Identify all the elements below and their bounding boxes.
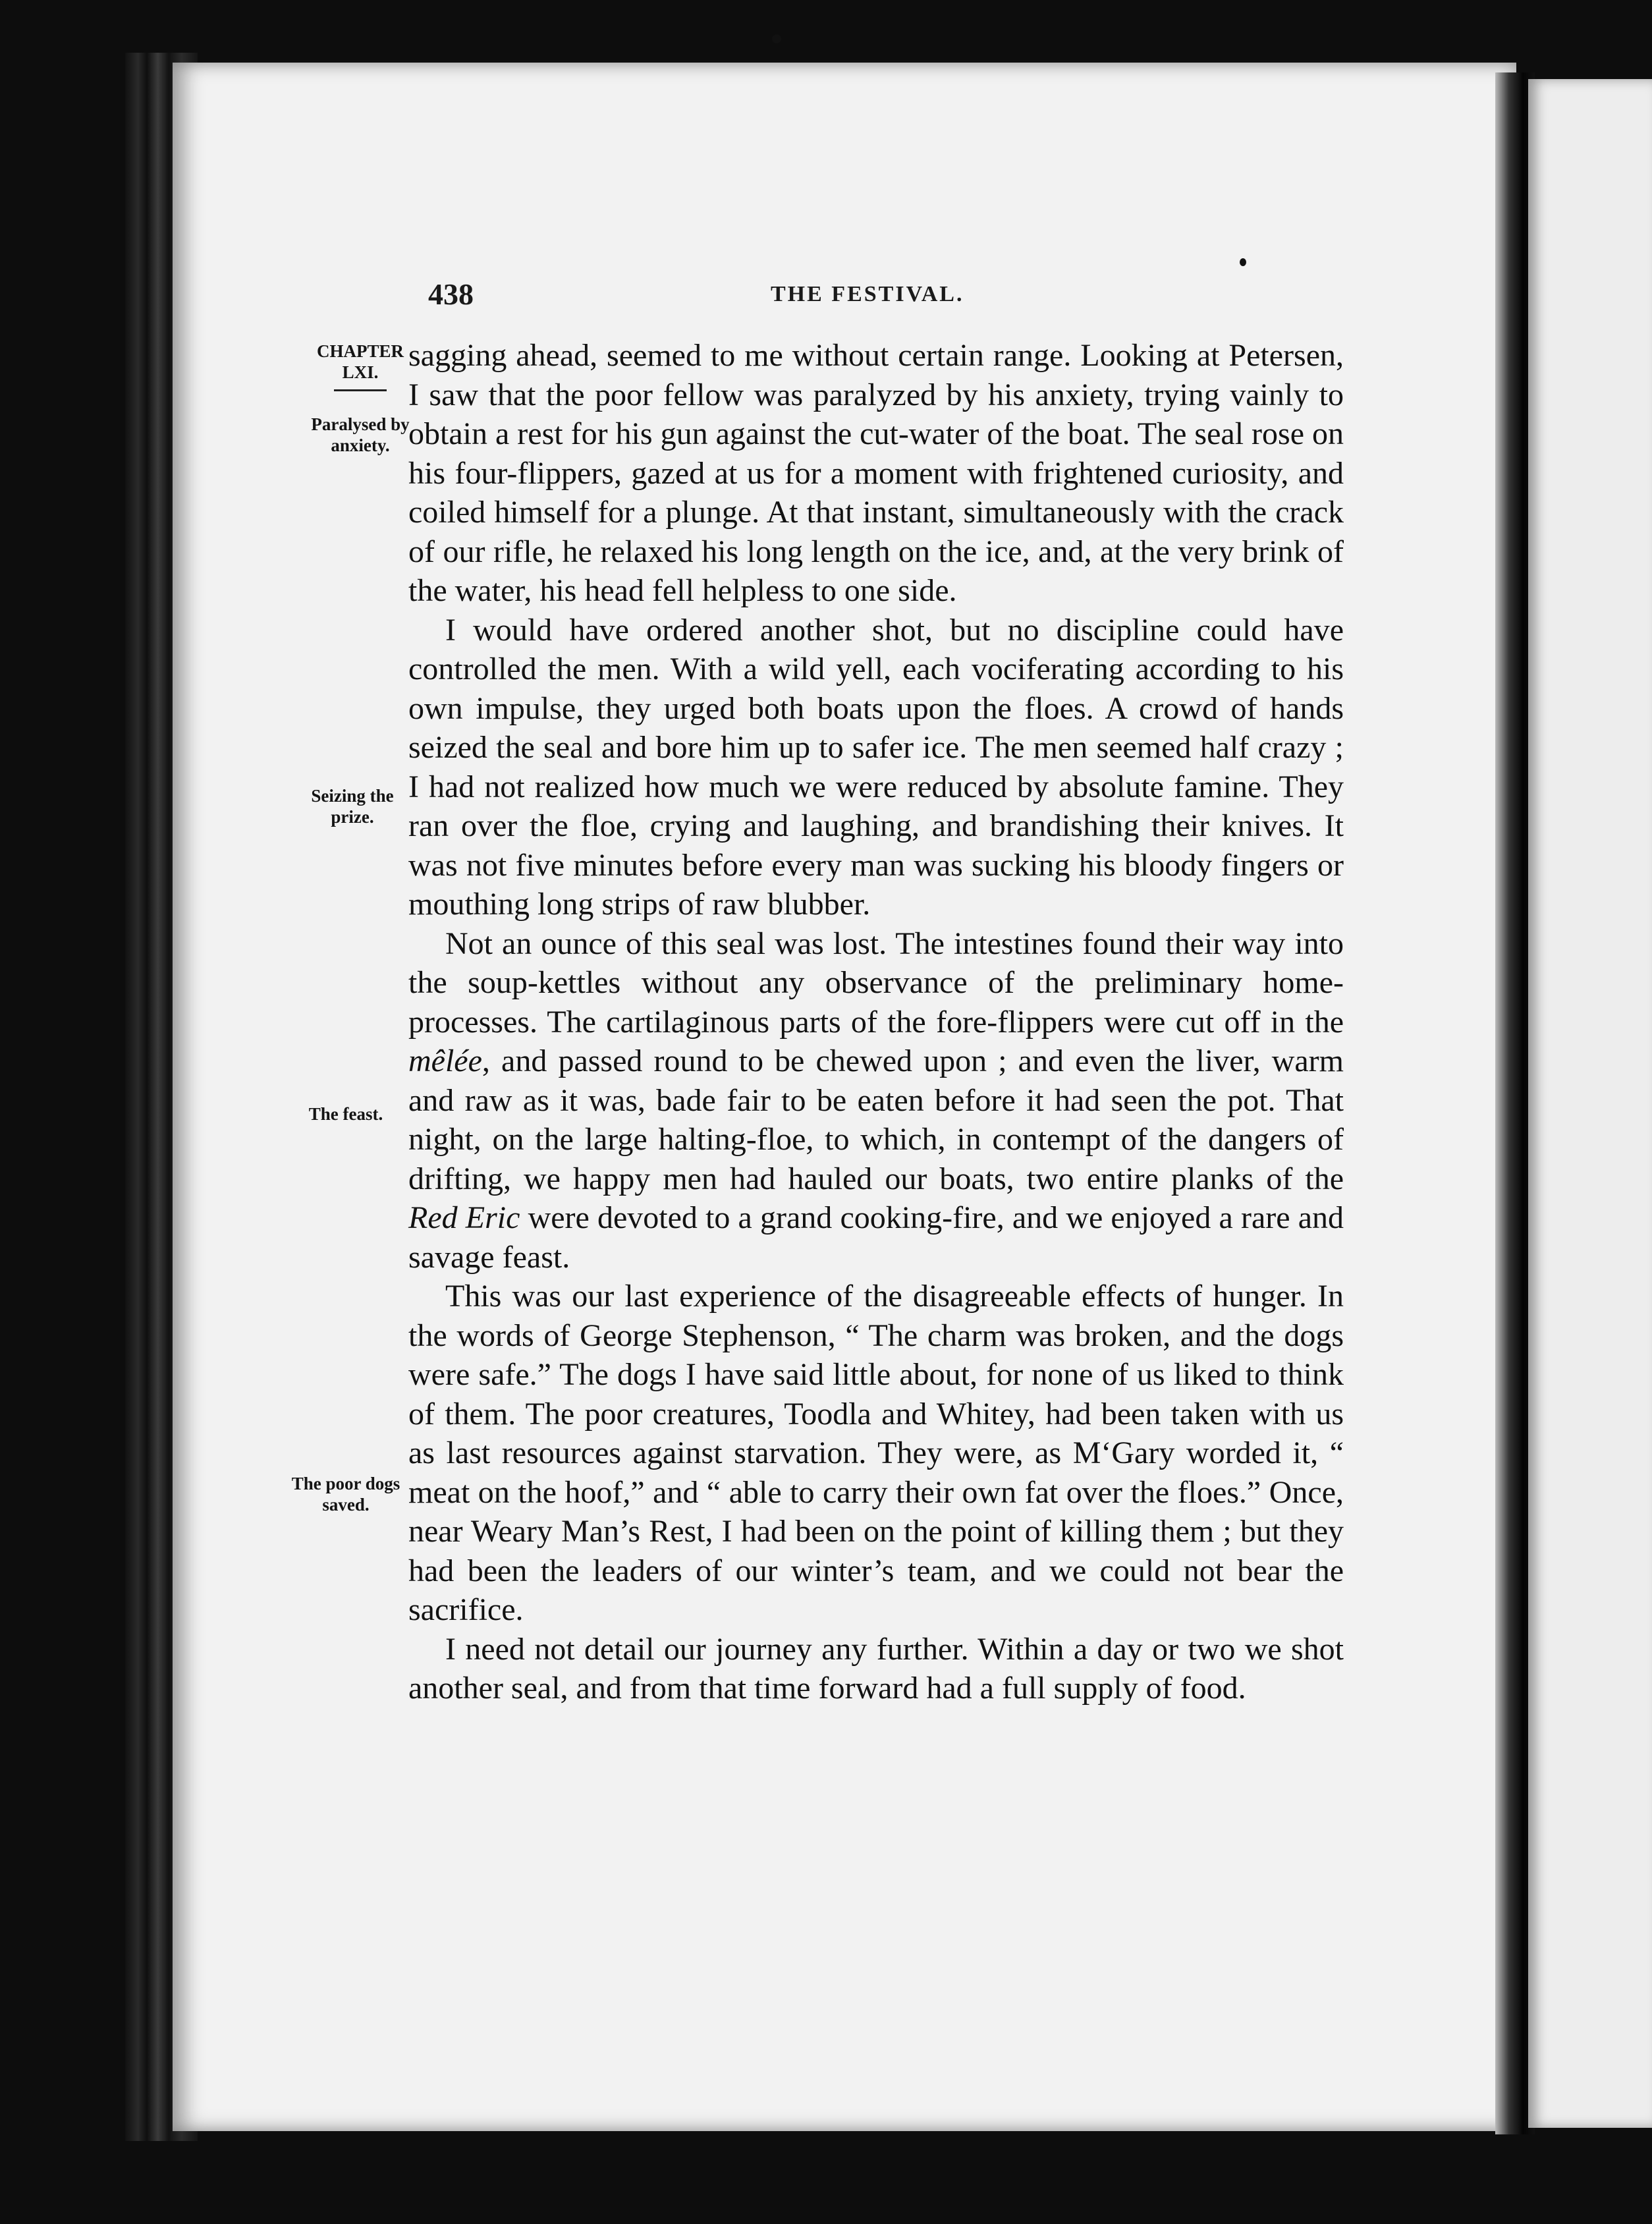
chapter-number: LXI. bbox=[342, 362, 379, 382]
chapter-sidenote bbox=[304, 341, 416, 398]
italic-text: Red Eric bbox=[408, 1200, 520, 1235]
sidenote-feast: The feast. bbox=[308, 1104, 383, 1124]
paragraph bbox=[408, 1630, 1344, 1708]
running-head bbox=[428, 277, 1337, 316]
scan-speck bbox=[1240, 258, 1246, 266]
paragraph bbox=[408, 1277, 1344, 1630]
sidenote-paralysed: Paralysed by anxiety. bbox=[311, 414, 410, 455]
sidenote-dogs: The poor dogs saved. bbox=[291, 1474, 400, 1515]
paragraph-text: , and passed round to be chewed upon ; and even the liver, warm and raw as it was, bade fair to be eaten before it had seen the pot. That night, on the large halting-floe, to which, in contempt of the dangers of drifting, we happy men had hauled our boats, two entire planks of the bbox=[408, 1043, 1344, 1196]
paragraph-text: I would have ordered another shot, but no discipline could have controlled the men. With a wild yell, each vociferating according to his own impulse, they urged both boats upon the floes. A crowd of hands seized the seal and bore him up to safer ice. The men seemed half crazy ; I had not realized how much we were reduced by absolute famine. They ran over the floe, crying and laughing, and brandishing their knives. It was not five minutes before every man was sucking his bloody fingers or mouthing long strips of raw blubber. bbox=[408, 612, 1344, 922]
paragraph-text: I need not detail our journey any further. Within a day or two we shot another seal, and from that time forward had a full supply of food. bbox=[408, 1631, 1344, 1706]
page-number: 438 bbox=[428, 277, 474, 311]
paragraph bbox=[408, 336, 1344, 611]
chapter-rule bbox=[334, 389, 387, 391]
chapter-label: CHAPTER bbox=[316, 341, 404, 361]
sidenote-seizing: Seizing the prize. bbox=[311, 786, 394, 827]
paragraph bbox=[408, 924, 1344, 1277]
facing-page-edge bbox=[1528, 79, 1652, 2128]
paragraph bbox=[408, 611, 1344, 924]
paragraph-text: Not an ounce of this seal was lost. The intestines found their way into the soup-kettles without any observance of the preliminary home-processes. The cartilaginous parts of the fore-flippers were cut off in the bbox=[408, 926, 1344, 1040]
scan-speck bbox=[772, 34, 781, 43]
paragraph-text: were devoted to a grand cooking-fire, and we enjoyed a rare and savage feast. bbox=[408, 1200, 1344, 1275]
body-text bbox=[408, 336, 1344, 1708]
running-title: THE FESTIVAL. bbox=[771, 282, 964, 306]
paragraph-text: sagging ahead, seemed to me without certain range. Looking at Petersen, I saw that the poor fellow was paralyzed by his anxiety, trying vainly to obtain a rest for his gun against the cut-water of the boat. The seal rose on his four-flippers, gazed at us for a moment with frightened curiosity, and coiled himself for a plunge. At that instant, simultaneously with the crack of our rifle, he relaxed his long length on the ice, and, at the very brink of the water, his head fell helpless to one side. bbox=[408, 338, 1344, 608]
italic-text: mêlée bbox=[408, 1043, 482, 1078]
paragraph-text: This was our last experience of the disagreeable effects of hunger. In the words of George Stephenson, “ The charm was broken, and the dogs were safe.” The dogs I have said little about, for none of us liked to think of them. The poor creatures, Toodla and Whitey, had been taken with us as last resources against starvation. They were, as M‘Gary worded it, “ meat on the hoof,” and “ able to carry their own fat over the floes.” Once, near Weary Man’s Rest, I had been on the point of killing them ; but they had been the leaders of our winter’s team, and we could not bear the sacrifice. bbox=[408, 1279, 1344, 1627]
